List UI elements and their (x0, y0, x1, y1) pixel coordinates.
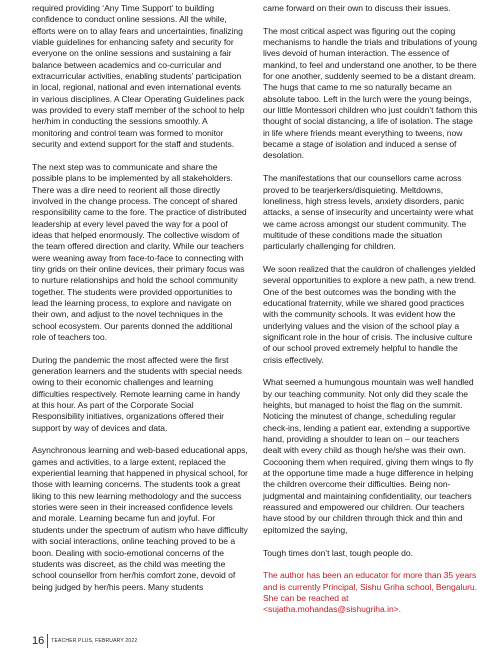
closing-quote: Tough times don’t last, tough people do. (263, 547, 413, 558)
right-column (263, 3, 479, 627)
paragraph: The manifestations that our counsellors came across proved to be tearjerkers/disquieting. Meltdowns, loneliness, high stress levels, anxiety disorders, panic attacks, a sense of insecurity and uncertainty were what we came across amongst our student community. The multitude of these conditions made the situation particularly challenging for children. (263, 173, 474, 252)
author-note: The author has been an educator for more than 35 years and is currently Principal, Sishu Griha school, Bengaluru. She can be reached at <sujatha.mohandas@sishugriha.in>. (263, 570, 477, 615)
paragraph: The next step was to communicate and share the possible plans to be implemented by all stakeholders. There was a dire need to reorient all those directly involved in the change process. The concept of shared responsibility came to the fore. The practice of distributed leadership at every level paved the way for a pool of ideas that helped enormously. The collective wisdom of the team offered direction and clarity. While our teachers were weaning away from face-to-face to connecting with tiny grids on their online devices, their primary focus was to nurture relationships and hold the school community together. The students were provided opportunities to lead the learning process, to explore and navigate on their own, and adjust to the novel techniques in the school ecosystem. Our parents donned the additional role of teachers too. (32, 161, 247, 342)
footer-divider (47, 634, 48, 648)
magazine-issue: TEACHER PLUS, FEBRUARY 2022 (51, 638, 138, 644)
page-footer (32, 634, 137, 648)
left-column (32, 3, 248, 604)
paragraph: required providing ‘Any Time Support’ to building confidence to conduct online sessions. All the while, efforts were on to allay fears and uncertainties, finalizing viable guidelines for enhancing safety and security for everyone on the online sessions and sustaining a fair balance between academics and co-curricular and extracurricular activities, enabling students’ participation in local, regional, national and even international events in various disciplines. A Clear Operating Guidelines pack was provided to every staff member of the school to help her/him in conducting the sessions smoothly. A monitoring and control team was formed to monitor security and extend support for the staff and students. (32, 3, 245, 150)
paragraph: What seemed a humungous mountain was well handled by our teaching community. Not only did they scale the heights, but managed to hoist the flag on the summit. Noticing the minutest of change, scheduling regular check-ins, lending a patient ear, extending a supportive hand, providing a shoulder to lean on – our teachers dealt with every child as though he/she was their own. Cocooning them when required, giving them wings to fly at the opportune time made a huge difference in helping the children overcome their difficulties. Being non-judgmental and maintaining confidentiality, our teachers reassured and empowered our children. Our teachers have stood by our children through thick and thin and epitomized the saying, (263, 377, 474, 535)
paragraph: We soon realized that the cauldron of challenges yielded several opportunities to explore a new path, a new trend. One of the best outcomes was the bonding with the educational fraternity, while we shared good practices with the community schools. It was evident how the underlying values and the vision of the school play a significant role in the hour of crisis. The inclusive culture of our school proved extremely helpful to handle the crisis effectively. (263, 263, 477, 365)
paragraph: The most critical aspect was figuring out the coping mechanisms to handle the trials and tribulations of young lives devoid of human interaction. The essence of mankind, to feel and understand one another, to be there for one another, suddenly seemed to be a distant dream. The hugs that came to me so naturally became an absolute taboo. Left in the lurch were the young beings, our little Montessori children who just couldn’t fathom this thought of social distancing, a life of isolation. The stage in life where friends meant everything to tweens, now became a stage of isolation and induced a sense of desolation. (263, 25, 478, 161)
paragraph: Asynchronous learning and web-based educational apps, games and activities, to a large extent, replaced the experiential learning that happened in physical school, for those with learning concerns. The students took a great liking to this new learning methodology and the success stories were seen in their increased confidence levels and morale. Learning became fun and joyful. For students under the spectrum of autism who have difficulty with social interactions, online teaching proved to be a boon. Dealing with socio-emotional concerns of the students was discreet, as the child was meeting the school counsellor from her/his comfort zone, devoid of being judged by her/his peers. Many students (32, 445, 248, 592)
paragraph: came forward on their own to discuss their issues. (263, 3, 451, 13)
page-number: 16 (32, 635, 45, 647)
paragraph: During the pandemic the most affected were the first generation learners and the students with special needs owing to their economic challenges and learning difficulties respectively. Remote learning came in handy at this hour. As part of the Corporate Social Responsibility initiatives, organizations offered their support by way of devices and data. (32, 354, 242, 433)
